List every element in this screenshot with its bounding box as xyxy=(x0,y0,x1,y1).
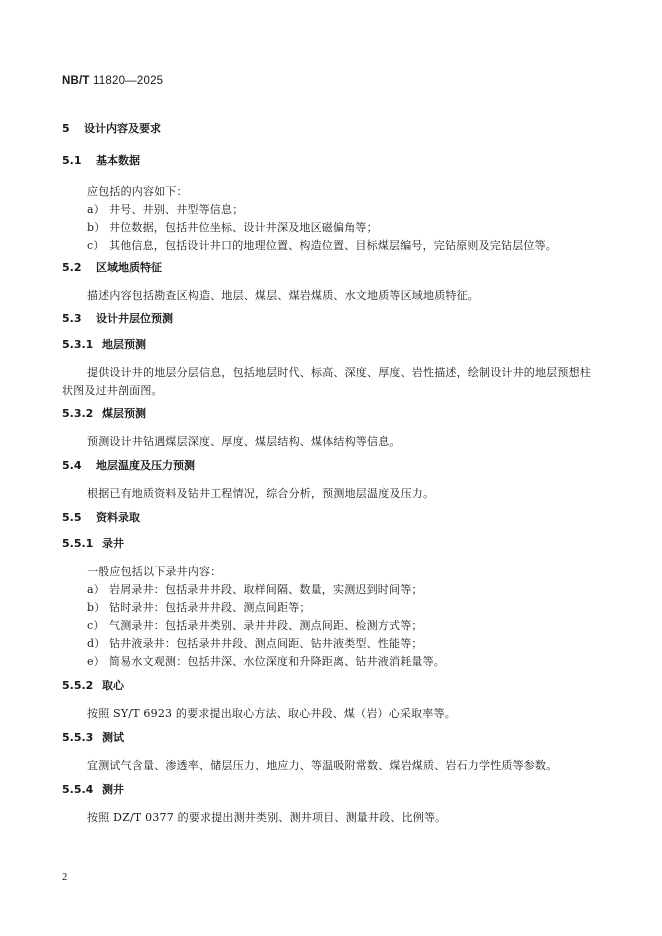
heading-5-3: 5.3 设计井层位预测 xyxy=(62,312,173,325)
heading-5-1: 5.1 基本数据 xyxy=(62,154,140,167)
standard-number: 11820—2025 xyxy=(93,75,164,87)
heading-5-5: 5.5 资料录取 xyxy=(62,511,140,524)
heading-5-5-2: 5.5.2 取心 xyxy=(62,679,124,692)
paragraph: 应包括的内容如下： xyxy=(87,185,188,198)
heading-5-5-3: 5.5.3 测试 xyxy=(62,731,124,744)
paragraph: 描述内容包括勘查区构造、地层、煤层、煤岩煤质、水文地质等区域地质特征。 xyxy=(87,289,479,302)
page-number: 2 xyxy=(62,872,68,883)
paragraph: 提供设计井的地层分层信息，包括地层时代、标高、深度、厚度、岩性描述，绘制设计井的地层预想柱 xyxy=(87,366,591,379)
paragraph: 预测设计井钻遇煤层深度、厚度、煤层结构、煤体结构等信息。 xyxy=(87,435,401,448)
list-item: a） 井号、井别、井型等信息； xyxy=(87,203,244,216)
page-header xyxy=(62,75,163,87)
paragraph: 宜测试气含量、渗透率、储层压力、地应力、等温吸附常数、煤岩煤质、岩石力学性质等参数。 xyxy=(87,759,558,772)
heading-5-4: 5.4 地层温度及压力预测 xyxy=(62,459,195,472)
list-item: b） 井位数据，包括井位坐标、设计井深及地区磁偏角等； xyxy=(87,221,378,234)
heading-5-3-1: 5.3.1 地层预测 xyxy=(62,338,146,351)
standard-code: NB/T xyxy=(62,75,90,87)
heading-5-5-4: 5.5.4 测井 xyxy=(62,783,124,796)
list-item: a） 岩屑录井：包括录井井段、取样间隔、数量，实测迟到时间等； xyxy=(87,583,423,596)
list-item: e） 简易水文观测：包括井深、水位深度和升降距离、钻井液消耗量等。 xyxy=(87,655,445,668)
list-item: c） 其他信息，包括设计井口的地理位置、构造位置、目标煤层编号，完钻原则及完钻层位等。 xyxy=(87,239,557,252)
paragraph: 按照 DZ/T 0377 的要求提出测井类别、测井项目、测量井段、比例等。 xyxy=(87,811,447,824)
heading-5-3-2: 5.3.2 煤层预测 xyxy=(62,407,146,420)
paragraph: 按照 SY/T 6923 的要求提出取心方法、取心井段、煤（岩）心采取率等。 xyxy=(87,707,456,720)
list-item: b） 钻时录井：包括录井井段、测点间距等； xyxy=(87,601,311,614)
paragraph-continuation: 状图及过井剖面图。 xyxy=(62,384,163,397)
heading-5-5-1: 5.5.1 录井 xyxy=(62,537,124,550)
paragraph: 一般应包括以下录井内容： xyxy=(87,565,222,578)
list-item: c） 气测录井：包括录井类别、录井井段、测点间距、检测方式等； xyxy=(87,619,423,632)
heading-5-2: 5.2 区域地质特征 xyxy=(62,261,162,274)
heading-5: 5 设计内容及要求 xyxy=(62,122,161,135)
paragraph: 根据已有地质资料及钻井工程情况，综合分析，预测地层温度及压力。 xyxy=(87,487,435,500)
list-item: d） 钻井液录井：包括录井井段、测点间距、钻井液类型、性能等； xyxy=(87,637,423,650)
